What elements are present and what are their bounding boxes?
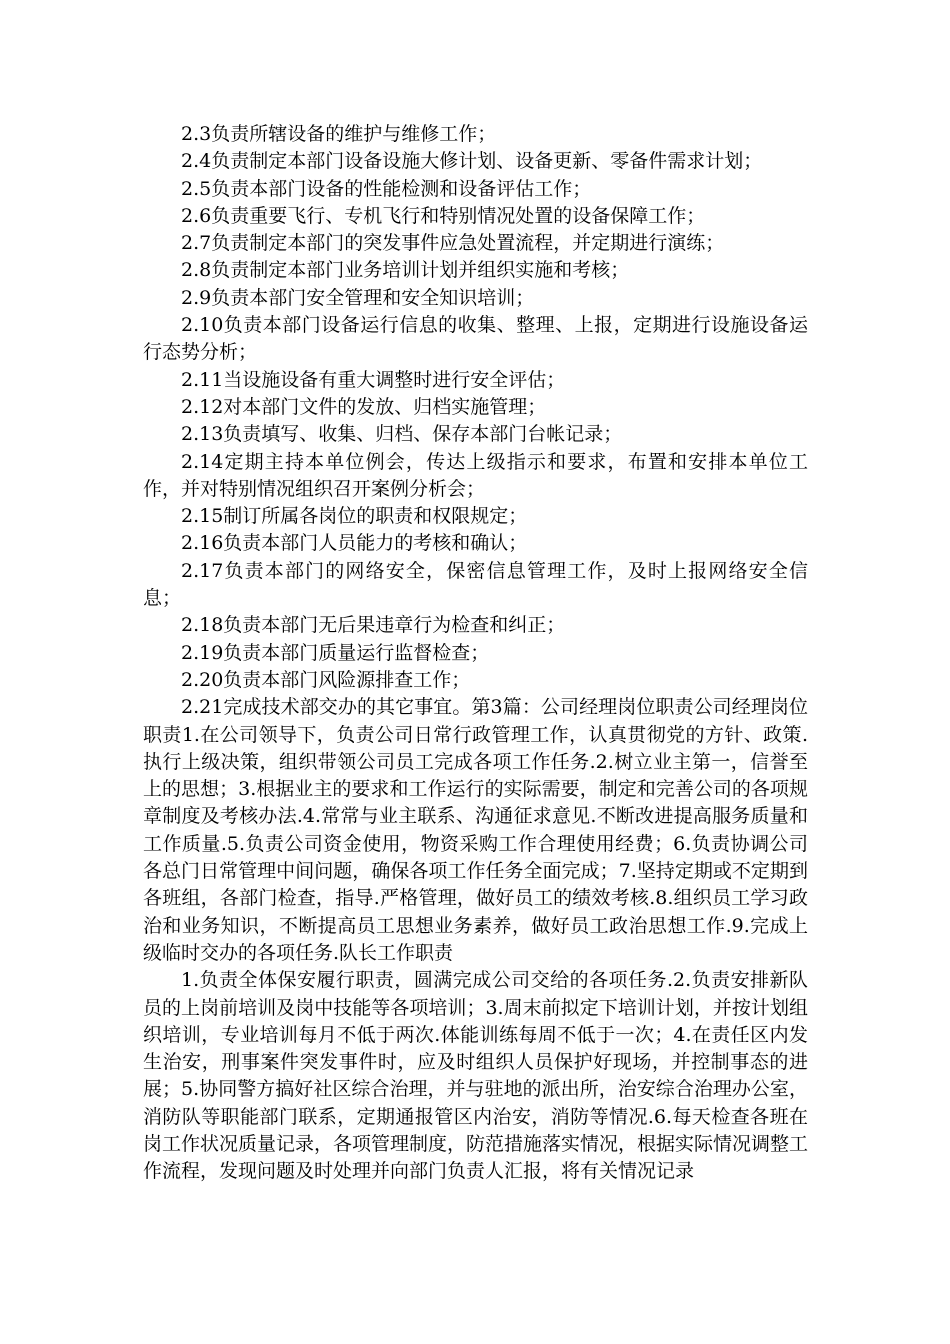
paragraph-2-4: 2.4负责制定本部门设备设施大修计划、设备更新、零备件需求计划； xyxy=(181,150,763,173)
paragraph-2-17: 2.17负责本部门的网络安全，保密信息管理工作，及时上报网络安全信息； xyxy=(143,559,808,610)
paragraph-2-13: 2.13负责填写、收集、归档、保存本部门台帐记录； xyxy=(181,423,623,446)
paragraph-2-9: 2.9负责本部门安全管理和安全知识培训； xyxy=(181,286,535,309)
document-page xyxy=(143,121,808,1186)
paragraph-2-10: 2.10负责本部门设备运行信息的收集、整理、上报，定期进行设施设备运行态势分析； xyxy=(143,314,808,364)
paragraph-2-3: 2.3负责所辖设备的维护与维修工作； xyxy=(181,123,497,145)
paragraph-2-20: 2.20负责本部门风险源排查工作； xyxy=(181,668,471,691)
paragraph-2-12: 2.12对本部门文件的发放、归档实施管理； xyxy=(181,395,547,418)
paragraph-2-7: 2.7负责制定本部门的突发事件应急处置流程，并定期进行演练； xyxy=(181,232,725,255)
paragraph-2-8: 2.8负责制定本部门业务培训计划并组织实施和考核； xyxy=(181,259,630,282)
paragraph-captain-duties: 1.负责全体保安履行职责，圆满完成公司交给的各项任务.2.负责安排新队员的上岗前培训及岗中技能等各项培训；3.周末前拟定下培训计划，并按计划组织培训，专业培训每月不低于两次.体能训练每周不低于一次；4.在责任区内发生治安，刑事案件突发事件时，应及时组织人员保护好现场，并控制事态的进展；5.协同警方搞好社区综合治理，并与驻地的派出所，治安综合治理办公室，消防队等职能部门联系，定期通报管区内治安，消防等情况.6.每天检查各班在岗工作状况质量记录，各项管理制度，防范措施落实情况，根据实际情况调整工作流程，发现问题及时处理并向部门负责人汇报，将有关情况记录 xyxy=(143,969,809,1183)
paragraph-2-14: 2.14定期主持本单位例会，传达上级指示和要求，布置和安排本单位工作，并对特别情况组织召开案例分析会； xyxy=(143,450,808,500)
paragraph-manager-duties: 2.21完成技术部交办的其它事宜。第3篇：公司经理岗位职责公司经理岗位职责1.在公司领导下，负责公司日常行政管理工作，认真贯彻党的方针、政策.执行上级决策，组织带领公司员工完成各项工作任务.2.树立业主第一，信誉至上的思想；3.根据业主的要求和工作运行的实际需要，制定和完善公司的各项规章制度及考核办法.4.常常与业主联系、沟通征求意见.不断改进提高服务质量和工作质量.5.负责公司资金使用，物资采购工作合理使用经费；6.负责协调公司各总门日常管理中间问题，确保各项工作任务全面完成；7.坚持定期或不定期到各班组，各部门检查，指导.严格管理，做好员工的绩效考核.8.组织员工学习政治和业务知识，不断提高员工思想业务素养，做好员工政治思想工作.9.完成上级临时交办的各项任务.队长工作职责 xyxy=(143,696,808,964)
paragraph-2-5: 2.5负责本部门设备的性能检测和设备评估工作； xyxy=(181,177,592,200)
paragraph-2-11: 2.11当设施设备有重大调整时进行安全评估； xyxy=(181,368,566,391)
paragraph-2-18: 2.18负责本部门无后果违章行为检查和纠正； xyxy=(181,614,566,637)
paragraph-2-16: 2.16负责本部门人员能力的考核和确认； xyxy=(181,532,528,555)
paragraph-2-15: 2.15制订所属各岗位的职责和权限规定； xyxy=(181,505,528,528)
paragraph-2-6: 2.6负责重要飞行、专机飞行和特别情况处置的设备保障工作； xyxy=(181,204,706,227)
paragraph-2-19: 2.19负责本部门质量运行监督检查； xyxy=(181,641,490,664)
